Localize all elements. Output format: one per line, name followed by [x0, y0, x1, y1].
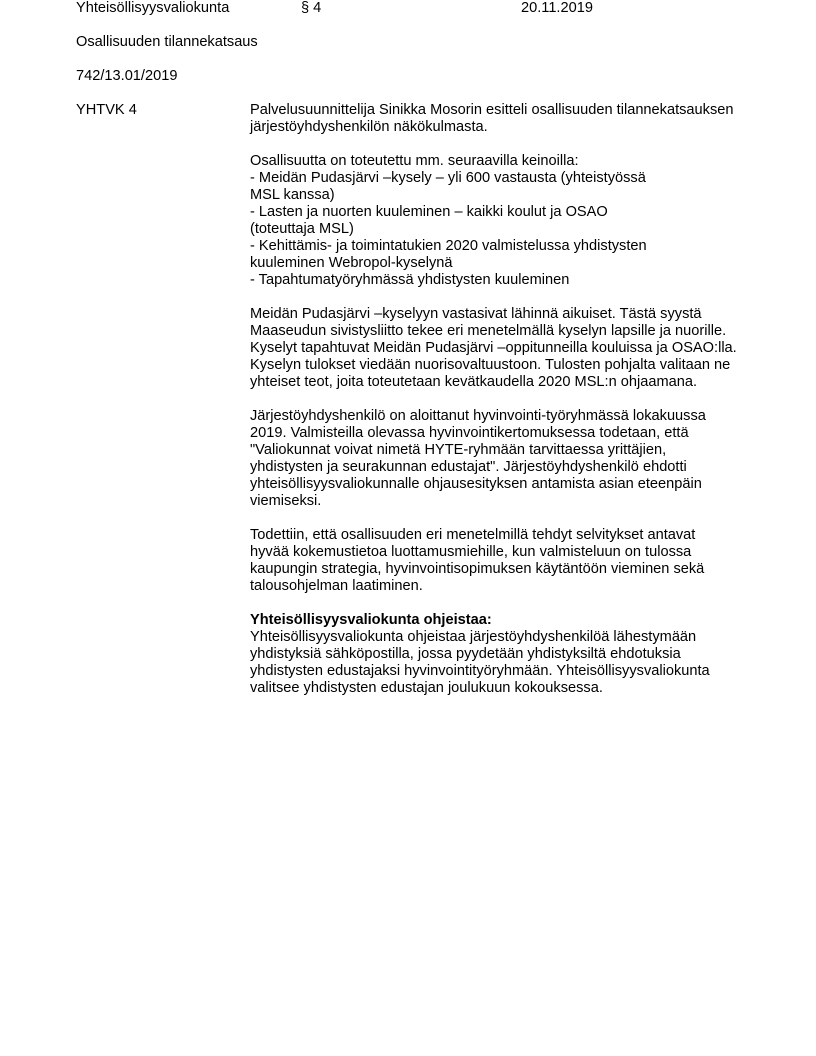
header-section-number: § 4: [301, 0, 322, 16]
intro-paragraph: [250, 102, 750, 136]
text-line: valitsee yhdistysten edustajan joulukuun kokouksessa.: [250, 680, 603, 696]
text-line: Maaseudun sivistysliitto tekee eri menetelmällä kyselyn lapsille ja nuorille.: [250, 323, 727, 339]
text-line: "Valiokunnat voivat nimetä HYTE-ryhmään tarvittaessa yrittäjien,: [250, 442, 667, 458]
item-code: YHTVK 4: [76, 102, 137, 118]
text-line: 2019. Valmisteilla olevassa hyvinvointikertomuksessa todetaan, että: [250, 425, 689, 441]
list-item-line: - Tapahtumatyöryhmässä yhdistysten kuuleminen: [250, 272, 570, 288]
header-committee: Yhteisöllisyysvaliokunta: [76, 0, 230, 16]
text-line: Osallisuutta on toteutettu mm. seuraavilla keinoilla:: [250, 153, 579, 169]
survey-paragraph: [250, 306, 750, 391]
instruction-heading: Yhteisöllisyysvaliokunta ohjeistaa:: [250, 612, 492, 628]
text-line: kaupungin strategia, hyvinvointisopimuksen käytäntöön vieminen sekä: [250, 561, 705, 577]
list-item-line: - Kehittämis- ja toimintatukien 2020 valmistelussa yhdistysten: [250, 238, 647, 254]
text-line: yhdistysten edustajaksi hyvinvointityöryhmään. Yhteisöllisyysvaliokunta: [250, 663, 710, 679]
text-line: viemiseksi.: [250, 493, 322, 509]
text-line: Järjestöyhdyshenkilö on aloittanut hyvinvointi-työryhmässä lokakuussa: [250, 408, 706, 424]
document-title: Osallisuuden tilannekatsaus: [76, 34, 258, 50]
list-item-line: MSL kanssa): [250, 187, 335, 203]
text-line: Meidän Pudasjärvi –kyselyyn vastasivat lähinnä aikuiset. Tästä syystä: [250, 306, 702, 322]
text-line: yhdistysten ja seurakunnan edustajat". Järjestöyhdyshenkilö ehdotti: [250, 459, 687, 475]
list-item-line: - Lasten ja nuorten kuuleminen – kaikki koulut ja OSAO: [250, 204, 608, 220]
text-line: Yhteisöllisyysvaliokunta ohjeistaa järjestöyhdyshenkilöä lähestymään: [250, 629, 697, 645]
list-item-line: - Meidän Pudasjärvi –kysely – yli 600 vastausta (yhteistyössä: [250, 170, 646, 186]
text-line: järjestöyhdyshenkilön näkökulmasta.: [250, 119, 488, 135]
text-line: Kyselyt tapahtuvat Meidän Pudasjärvi –oppitunneilla kouluissa ja OSAO:lla.: [250, 340, 737, 356]
text-line: Kyselyn tulokset viedään nuorisovaltuustoon. Tulosten pohjalta valitaan ne: [250, 357, 731, 373]
list-item-line: (toteuttaja MSL): [250, 221, 354, 237]
text-line: yhdistyksiä sähköpostilla, jossa pyydetään yhdistyksiltä ehdotuksia: [250, 646, 681, 662]
methods-paragraph: [250, 153, 750, 289]
text-line: Todettiin, että osallisuuden eri menetelmillä tehdyt selvitykset antavat: [250, 527, 696, 543]
header-date: 20.11.2019: [521, 0, 593, 16]
list-item-line: kuuleminen Webropol-kyselynä: [250, 255, 453, 271]
instruction-paragraph: [250, 612, 750, 697]
wellbeing-paragraph: [250, 408, 750, 510]
text-line: talousohjelman laatiminen.: [250, 578, 423, 594]
text-line: hyvää kokemustietoa luottamusmiehille, kun valmisteluun on tulossa: [250, 544, 692, 560]
conclusion-paragraph: [250, 527, 750, 595]
text-line: yhteisöllisyysvaliokunnalle ohjausesityksen antamista asian eteenpäin: [250, 476, 702, 492]
body-column: [250, 102, 750, 714]
text-line: Palvelusuunnittelija Sinikka Mosorin esitteli osallisuuden tilannekatsauksen: [250, 102, 734, 118]
text-line: yhteiset teot, joita toteutetaan kevätkaudella 2020 MSL:n ohjaamana.: [250, 374, 698, 390]
document-reference: 742/13.01/2019: [76, 68, 178, 84]
